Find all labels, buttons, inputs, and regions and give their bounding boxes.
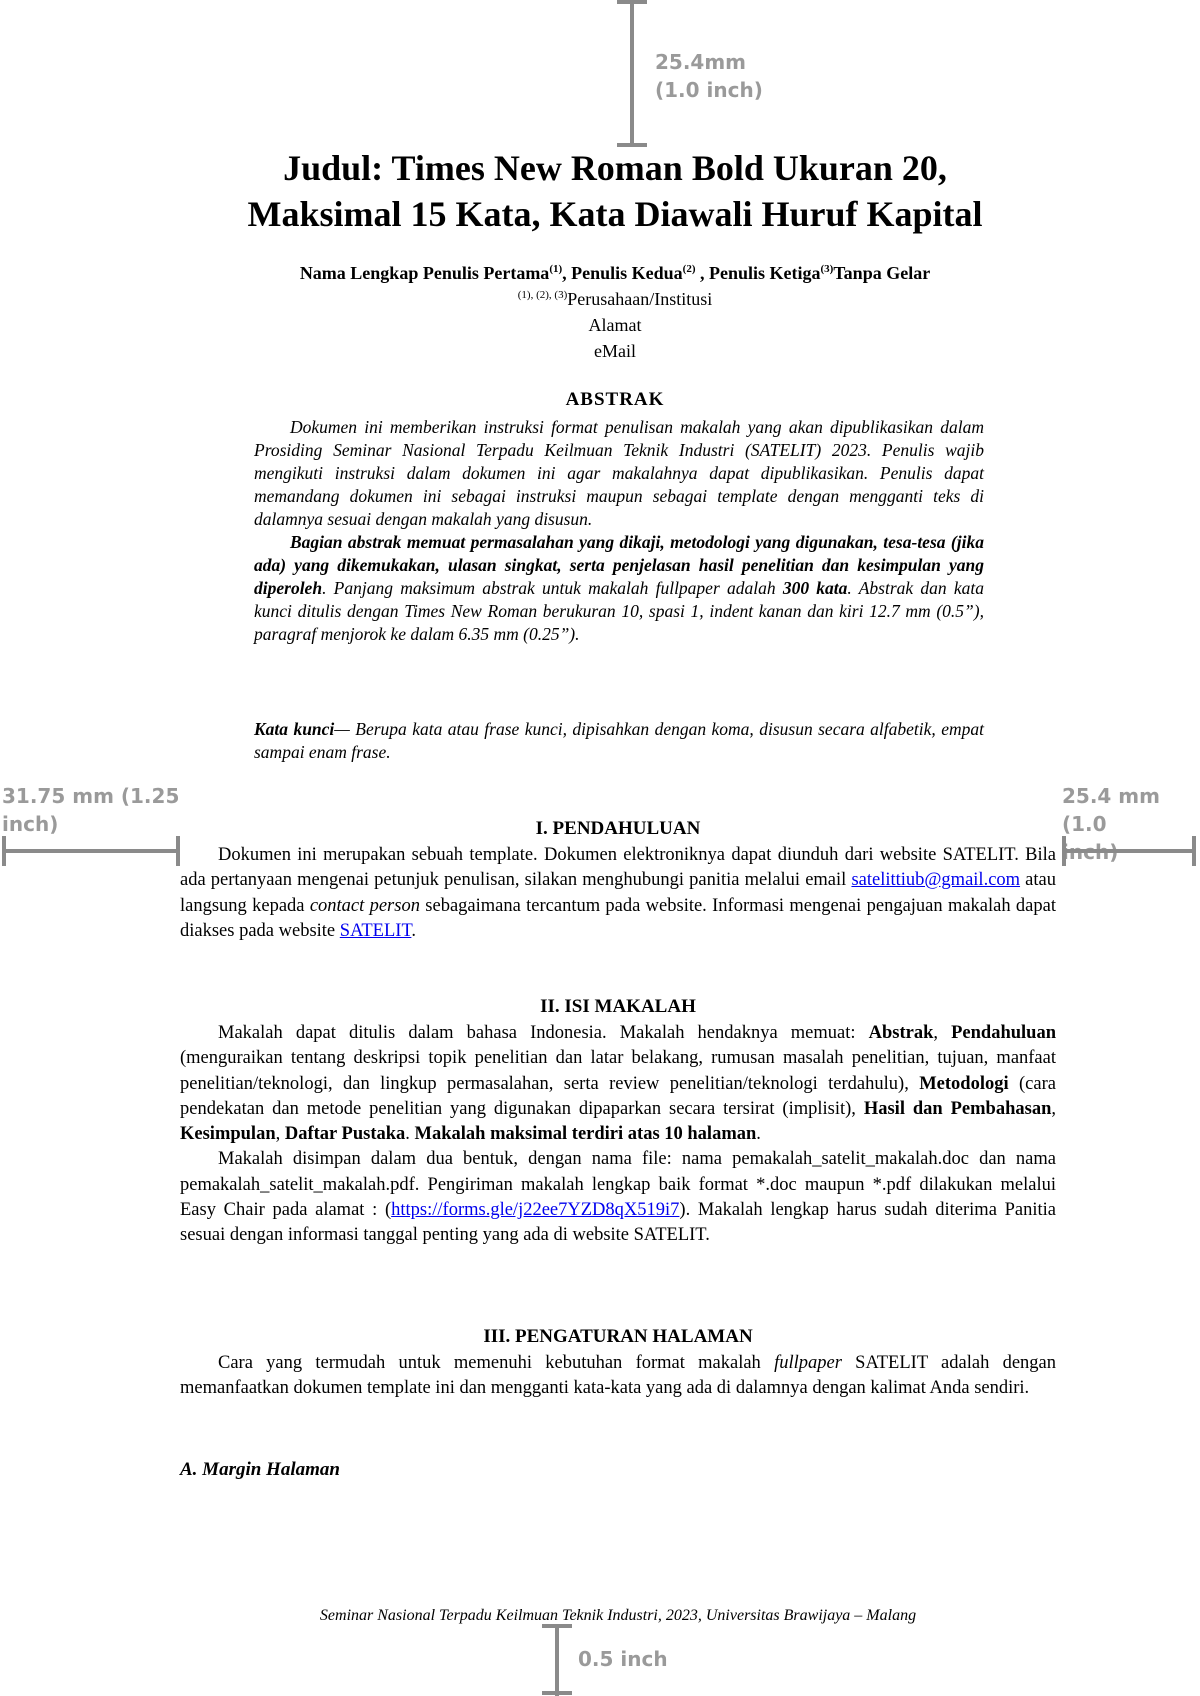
- section-body-pengaturan-halaman: Cara yang termudah untuk memenuhi kebutuhan format makalah fullpaper SATELIT adalah dengan memanfaatkan dokumen template ini dan mengganti kata-kata yang ada di dalamnya dengan kalimat Anda sendiri.: [180, 1353, 1056, 1399]
- satelit-website-link[interactable]: SATELIT: [339, 920, 412, 941]
- abstract-paragraph-1: Dokumen ini memberikan instruksi format penulisan makalah yang akan dipublikasikan dalam Prosiding Seminar Nasional Terpadu Keilmuan Teknik Industri (SATELIT) 2023. Penulis wajib mengikuti instruksi dalam dokumen ini agar makalahnya dapat dipublikasikan. Penulis dapat memandang dokumen ini sebagai instruksi maupun sebagai template dengan mengganti teks di dalamnya sesuai dengan makalah yang disusun.: [254, 417, 984, 529]
- keywords-label: Kata kunci: [254, 719, 335, 739]
- section-heading-pendahuluan: I. PENDAHULUAN: [535, 818, 701, 839]
- right-margin-label: 25.4 mm (1.0: [1062, 784, 1160, 836]
- section-body-pendahuluan: Dokumen ini merupakan sebuah template. Dokumen elektroniknya dapat diunduh dari website SATELIT. Bila ada pertanyaan mengenai petunjuk penulisan, silakan menghubungi panitia melalui email satelittiub@gmail.com atau langsung kepada contact person sebagaimana tercantum pada website. Informasi mengenai pengajuan makalah dapat diakses pada website SATELIT.: [180, 845, 1056, 941]
- email-label: eMail: [594, 341, 636, 361]
- address: Alamat: [588, 315, 642, 335]
- top-margin-bar: [630, 0, 634, 145]
- isi-paragraph-2: Makalah disimpan dalam dua bentuk, dengan nama file: nama pemakalah_satelit_makalah.doc dan nama pemakalah_satelit_makalah.pdf. Pengiriman makalah lengkap baik format *.doc maupun *.pdf dilakukan melalui Easy Chair pada alamat : (https://forms.gle/j22ee7YZD8qX519i7). Makalah lengkap harus sudah diterima Panitia sesuai dengan informasi tanggal penting yang ada di website SATELIT.: [180, 1149, 1056, 1246]
- keywords: Kata kunci— Berupa kata atau frase kunci, dipisahkan dengan koma, disusun secara alfabetik, empat sampai enam frase.: [254, 719, 984, 762]
- bottom-margin-bar-cap-bottom: [542, 1691, 572, 1695]
- right-margin-bar-cap-right: [1192, 836, 1196, 866]
- top-margin-label: 25.4mm (1.0 inch): [655, 50, 763, 102]
- abstract-paragraph-2: Bagian abstrak memuat permasalahan yang dikaji, metodologi yang digunakan, tesa-tesa (jika ada) yang dikemukakan, ulasan singkat, serta penjelasan hasil penelitian dan kesimpulan yang diperoleh. Panjang maksimum abstrak untuk makalah fullpaper adalah 300 kata. Abstrak dan kata kunci ditulis dengan Times New Roman berukuran 10, spasi 1, indent kanan dan kiri 12.7 mm (0.5”), paragraf menjorok ke dalam 6.35 mm (0.25”).: [254, 532, 984, 644]
- abstract-heading: ABSTRAK: [565, 389, 665, 410]
- section-heading-isi-makalah: II. ISI MAKALAH: [540, 996, 696, 1017]
- author-list: Nama Lengkap Penulis Pertama$^{(1)}$, Penulis Kedua$^{(2)}$ , Penulis Ketiga$^{(3)}$Tanpa Gelar: [299, 263, 931, 283]
- top-margin-bar-cap-top: [617, 0, 647, 4]
- affiliation: $^{(1), (2), (3)}$Perusahaan/Institusi: [517, 289, 713, 309]
- page-footer: Seminar Nasional Terpadu Keilmuan Teknik Industri, 2023, Universitas Brawijaya – Malang: [319, 1607, 917, 1624]
- abstract-body: [254, 416, 984, 646]
- isi-paragraph-1: Makalah dapat ditulis dalam bahasa Indonesia. Makalah hendaknya memuat: Abstrak, Pendahuluan (menguraikan tentang deskripsi topik penelitian dan latar belakang, rumusan masalah penelitian, tujuan, manfaat penelitian/teknologi, dan lingkup permasalahan, serta review penelitian/teknologi terdahulu), Metodologi (cara pendekatan dan metode penelitian yang digunakan dipaparkan secara tersirat (implisit), Hasil dan Pembahasan, Kesimpulan, Daftar Pustaka. Makalah maksimal terdiri atas 10 halaman.: [180, 1023, 1057, 1145]
- email-link[interactable]: satelittiub@gmail.com: [851, 870, 1021, 891]
- left-margin-label: 31.75 mm (1.25 inch): [2, 784, 180, 836]
- easychair-form-link[interactable]: https://forms.gle/j22ee7YZD8qX519i7: [391, 1200, 680, 1221]
- bottom-margin-bar-cap-top: [542, 1624, 572, 1628]
- right-margin-bar-cap-left: [1062, 836, 1066, 866]
- page-title: Judul: Times New Roman Bold Ukuran 20, Maksimal 15 Kata, Kata Diawali Huruf Kapital: [247, 148, 983, 234]
- bottom-margin-bar: [555, 1624, 559, 1696]
- section-heading-pengaturan-halaman: III. PENGATURAN HALAMAN: [483, 1326, 753, 1347]
- left-margin-bar: [2, 849, 178, 853]
- right-margin-bar: [1062, 849, 1196, 853]
- bottom-margin-label: 0.5 inch: [578, 1647, 668, 1671]
- left-margin-bar-cap-left: [2, 836, 6, 866]
- subheading-margin-halaman: A. Margin Halaman: [180, 1459, 340, 1480]
- section-body-isi-makalah: [180, 1021, 1056, 1249]
